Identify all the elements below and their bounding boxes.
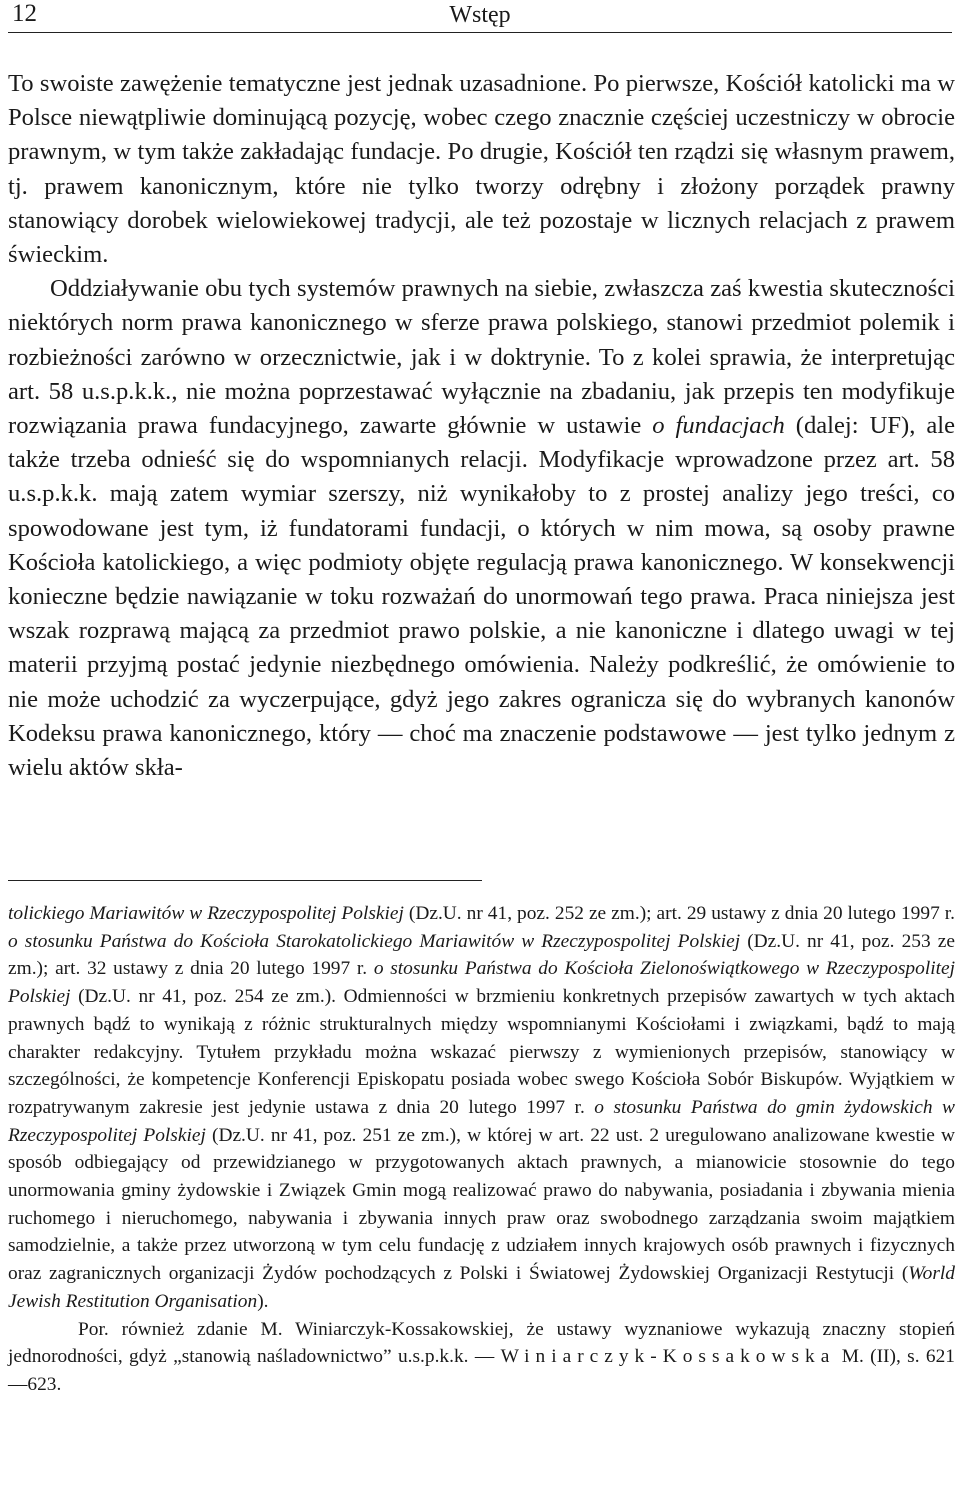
paragraph-2-italic: o fundacjach [652,412,785,440]
footnote-paragraph-2 [8,1316,955,1399]
footnote-text-10: ). [257,1290,269,1312]
paragraph-1 [8,67,955,272]
footnote-text-6: (Dz.U. nr 41, poz. 254 ze zm.). Odmienności w brzmieniu konkretnych przepisów zawartych w tych aktach prawnych bądź to wynikają z różnic strukturalnych między wspomnianymi Kościołami i związkami, bądź to mają charakter redakcyjny. Tytułem przykładu można wskazać pierwszy z wymienionych przepisów, stanowiący w szczególności, że kompetencje Konferencji Episkopatu posiada wobec swego Kościoła Sobór Biskupów. Wyjątkiem w rozpatrywanym zakresie jest jedynie ustawa z dnia 20 lutego 1997 r. [8,986,955,1118]
footnote-text-4: (Dz.U. nr 41, poz. 253 ze zm.); art. 32 ustawy z dnia 20 lutego 1997 r. [8,930,955,980]
main-text [8,67,955,785]
footnote-italic-5: o stosunku Państwa do Kościoła Zielonoświątkowego w Rzeczypospolitej Polskiej [8,958,955,1008]
footnote-italic-1: tolickiego Mariawitów w Rzeczypospolitej Polskiej [8,903,404,924]
paragraph-1-text: To swoiste zawężenie tematyczne jest jednak uzasadnione. Po pierwsze, Kościół katolicki ma w Polsce niewątpliwie dominującą pozycję, wobec czego znacznie częściej uczestniczy w obrocie prawnym, w tym także zakładając fundacje. Po drugie, Kościół ten rządzi się własnym prawem, tj. prawem kanonicznym, które nie tylko tworzy odrębny i złożony porządek prawny stanowiący dorobek wielowiekowej tradycji, ale też pozostaje w licznych relacjach z prawem świeckim. [8,70,955,269]
footnote-italic-9: World Jewish Restitution Organisation [8,1263,955,1312]
paragraph-2 [8,272,955,785]
running-head: Wstęp [449,2,511,28]
footnote-separator [8,880,482,881]
author-name-spaced: Winiarczyk-Kossakowska [500,1346,836,1368]
footnote-continuation [8,900,955,1316]
footnotes [8,900,955,1399]
footnote-p2-text-a: Por. również zdanie M. Winiarczyk-Kossakowskiej, że ustawy wyznaniowe wykazują znaczny stopień jednorodności, gdyż „stanowią naśladownictwo” u.s.p.k.k. — [8,1318,955,1368]
paragraph-2-text-c: (dalej: UF), ale także trzeba odnieść się do wspomnianych relacji. Modyfikacje wprowadzone przez art. 58 u.s.p.k.k. mają zatem wymiar szerszy, niż wynikałoby to z prostej analizy jego treści, co spowodowane jest tym, iż fundatorami fundacji, o których w nim mowa, są osoby prawne Kościoła katolickiego, a więc podmioty objęte regulacją prawa kanonicznego. W konsekwencji konieczne będzie nawiązanie w toku rozważań do unormowań tego prawa. Praca niniejsza jest wszak rozprawą mającą za przedmiot prawo polskie, a nie kanoniczne i dlatego uwagi w tej materii przyjmą postać jedynie niezbędnego omówienia. Należy podkreślić, że omówienie to nie może uchodzić za wyczerpujące, gdyż jego zakres ogranicza się do wybranych kanonów Kodeksu prawa kanonicznego, który — choć ma znaczenie podstawowe — jest tylko jednym z wielu aktów skła- [8,412,955,782]
footnote-text-2: (Dz.U. nr 41, poz. 252 ze zm.); art. 29 ustawy z dnia 20 lutego 1997 r. [403,903,955,924]
paragraph-2-text-a: Oddziaływanie obu tych systemów prawnych na siebie, zwłaszcza zaś kwestia skuteczności niektórych norm prawa kanonicznego w sferze prawa polskiego, stanowi przedmiot polemik i rozbieżności zarówno w orzecznictwie, jak i w doktrynie. To z kolei sprawia, że interpretując art. 58 u.s.p.k.k., nie można poprzestawać wyłącznie na zbadaniu, jak przepis ten modyfikuje rozwiązania prawa fundacyjnego, zawarte głównie w ustawie [8,275,955,440]
footnote-p2-text-b: M. (II), s. 621—623. [8,1346,955,1395]
page-number: 12 [12,0,37,27]
page-header [8,0,952,33]
footnote-italic-7: o stosunku Państwa do gmin żydowskich w Rzeczypospolitej Polskiej [8,1096,955,1146]
footnote-italic-3: o stosunku Państwa do Kościoła Starokatolickiego Mariawitów w Rzeczypospolitej Polskiej [8,930,741,952]
footnote-text-8: (Dz.U. nr 41, poz. 251 ze zm.), w której w art. 22 ust. 2 uregulowano analizowane kwestie w sposób odbiegający od przewidzianego w przygotowanych aktach prawnych, a mianowicie stosownie do tego unormowania gminy żydowskie i Związek Gmin mogą realizować prawo do nabywania, posiadania i zbywania mienia ruchomego i nieruchomego, nabywania i zbywania innych praw oraz swobodnego zarządzania swoim majątkiem samodzielnie, a także przez utworzoną w tym celu fundację z udziałem innych krajowych osób prawnych i fizycznych oraz zagranicznych organizacji Żydów pochodzących z Polski i Światowej Żydowskiej Organizacji Restytucji ( [8,1124,955,1285]
